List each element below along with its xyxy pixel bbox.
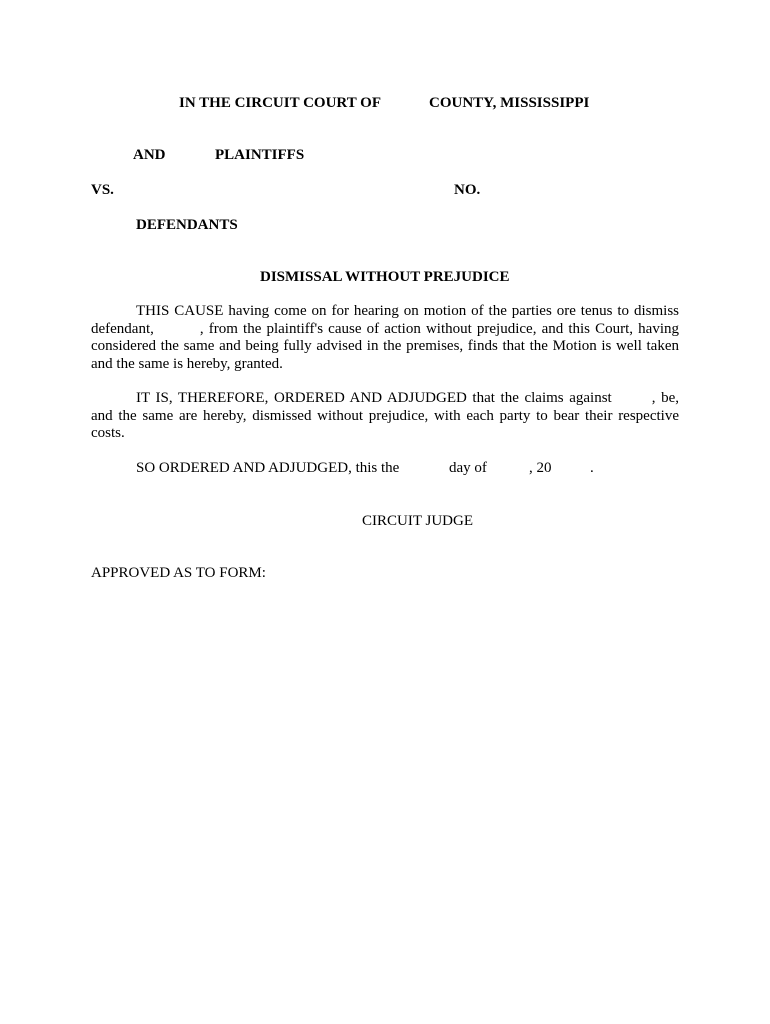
court-heading-left: IN THE CIRCUIT COURT OF [179,95,382,111]
caption-defendants: DEFENDANTS [136,217,238,233]
paragraph-2-part-1: IT IS, THEREFORE, ORDERED AND ADJUDGED that the claims against [136,390,612,406]
paragraph-3-period: . [590,460,594,476]
caption-vs: VS. [91,182,114,198]
circuit-judge-label: CIRCUIT JUDGE [362,513,473,529]
paragraph-3-year: , 20 [529,460,552,476]
paragraph-1-part-2: , from the plaintiff's cause of action without prejudice, and this Court, having considered the same and being fully advised in the premises, finds that the Motion is well taken and the same is hereby, granted. [91,320,679,372]
caption-plaintiffs: PLAINTIFFS [215,147,305,163]
caption-and: AND [133,147,166,163]
paragraph-3-part-1: SO ORDERED AND ADJUDGED, this the [136,460,400,476]
paragraph-ordered [91,390,679,443]
caption-case-number: NO. [454,182,481,198]
paragraph-2-part-2: , be, and the same are hereby, dismissed without prejudice, with each party to bear their respective costs. [91,390,679,441]
document-title: DISMISSAL WITHOUT PREJUDICE [260,269,510,285]
paragraph-1-part-1: THIS CAUSE having come on for hearing on motion of the parties ore tenus to dismiss defendant, [91,303,679,337]
court-heading-right: COUNTY, MISSISSIPPI [429,95,590,111]
approved-as-to-form: APPROVED AS TO FORM: [91,565,266,581]
paragraph-this-cause [91,303,679,373]
paragraph-3-day-of: day of [449,460,487,476]
